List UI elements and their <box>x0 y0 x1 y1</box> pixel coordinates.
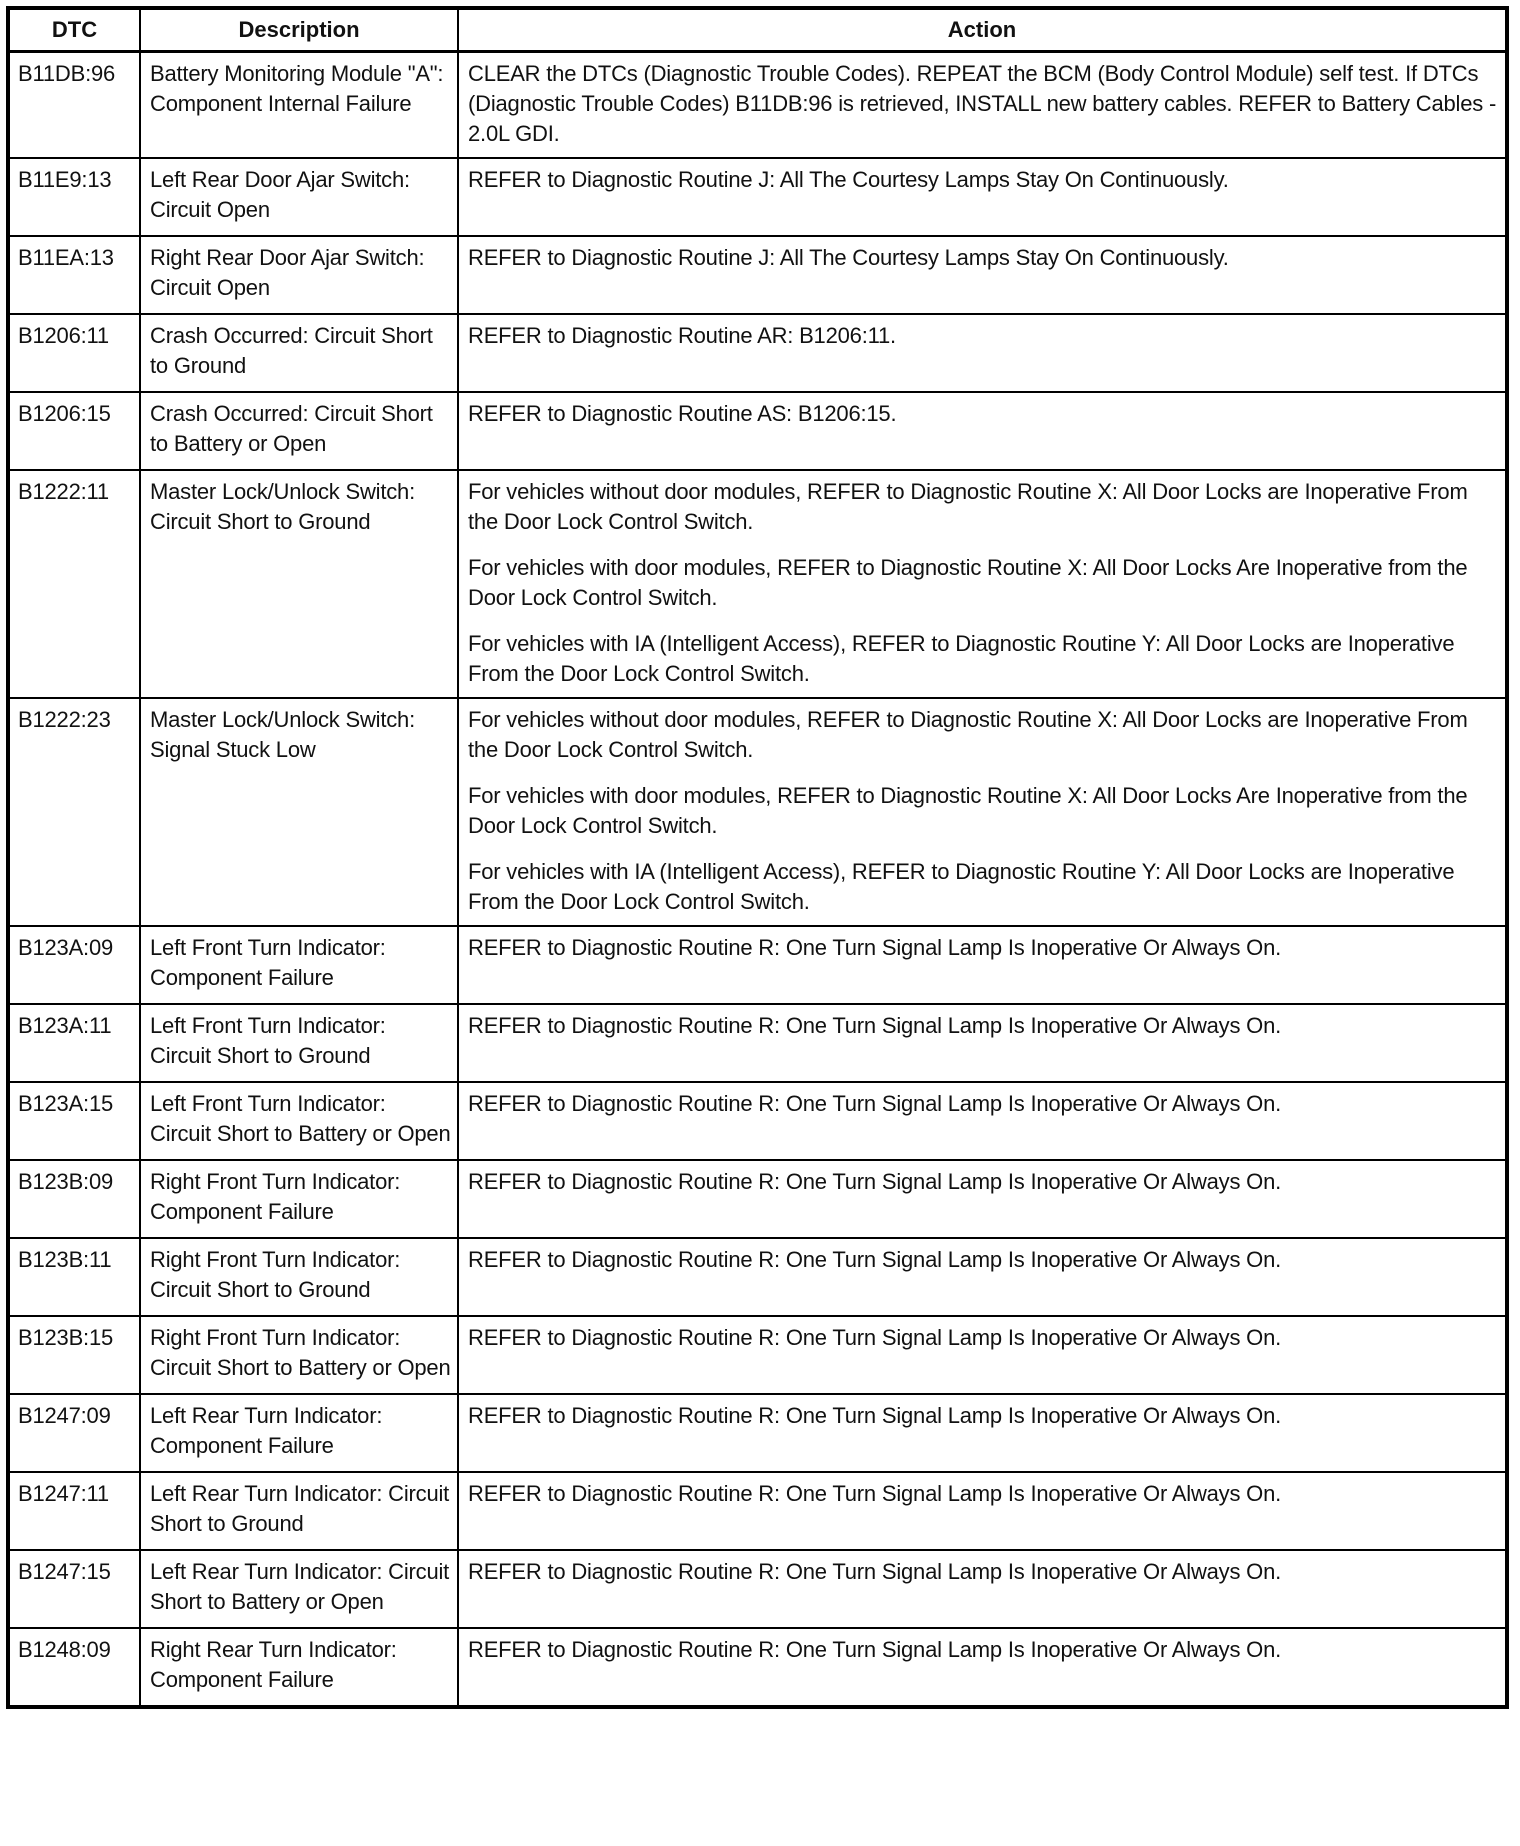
action-paragraph: REFER to Diagnostic Routine R: One Turn Signal Lamp Is Inoperative Or Always On. <box>468 1013 1282 1038</box>
dtc-action <box>458 1238 1507 1316</box>
table-row <box>8 392 1507 470</box>
table-row <box>8 926 1507 1004</box>
dtc-action <box>458 1082 1507 1160</box>
table-row <box>8 1160 1507 1238</box>
table-row <box>8 698 1507 926</box>
action-paragraph: CLEAR the DTCs (Diagnostic Trouble Codes). REPEAT the BCM (Body Control Module) self test. If DTCs (Diagnostic Trouble Codes) B11DB:96 is retrieved, INSTALL new battery cables. REFER to Battery Cables - 2.0L GDI. <box>468 61 1497 146</box>
action-paragraph: For vehicles with IA (Intelligent Access), REFER to Diagnostic Routine Y: All Door Locks are Inoperative From the Door Lock Control Switch. <box>468 859 1455 914</box>
dtc-description: Master Lock/Unlock Switch: Signal Stuck Low <box>140 698 458 926</box>
action-paragraph: REFER to Diagnostic Routine R: One Turn Signal Lamp Is Inoperative Or Always On. <box>468 1247 1282 1272</box>
dtc-code: B1247:15 <box>8 1550 140 1628</box>
action-paragraph: REFER to Diagnostic Routine R: One Turn Signal Lamp Is Inoperative Or Always On. <box>468 1559 1282 1584</box>
dtc-action <box>458 1550 1507 1628</box>
action-paragraph: REFER to Diagnostic Routine J: All The Courtesy Lamps Stay On Continuously. <box>468 245 1229 270</box>
action-paragraph: For vehicles without door modules, REFER to Diagnostic Routine X: All Door Locks are Inoperative From the Door Lock Control Switch. <box>468 707 1468 762</box>
dtc-action <box>458 926 1507 1004</box>
action-paragraph: REFER to Diagnostic Routine AR: B1206:11. <box>468 323 896 348</box>
dtc-description: Crash Occurred: Circuit Short to Battery or Open <box>140 392 458 470</box>
dtc-action <box>458 314 1507 392</box>
dtc-code: B123A:09 <box>8 926 140 1004</box>
table-row <box>8 1082 1507 1160</box>
dtc-description: Right Rear Door Ajar Switch: Circuit Open <box>140 236 458 314</box>
action-paragraph: REFER to Diagnostic Routine R: One Turn Signal Lamp Is Inoperative Or Always On. <box>468 1403 1282 1428</box>
table-row <box>8 236 1507 314</box>
dtc-code: B1222:23 <box>8 698 140 926</box>
dtc-description: Master Lock/Unlock Switch: Circuit Short to Ground <box>140 470 458 698</box>
dtc-action <box>458 470 1507 698</box>
dtc-description: Left Rear Turn Indicator: Circuit Short to Battery or Open <box>140 1550 458 1628</box>
dtc-action <box>458 698 1507 926</box>
dtc-description: Left Front Turn Indicator: Circuit Short to Battery or Open <box>140 1082 458 1160</box>
dtc-description: Battery Monitoring Module "A": Component Internal Failure <box>140 52 458 159</box>
dtc-code: B123B:11 <box>8 1238 140 1316</box>
action-paragraph: REFER to Diagnostic Routine R: One Turn Signal Lamp Is Inoperative Or Always On. <box>468 1637 1282 1662</box>
dtc-code: B123B:09 <box>8 1160 140 1238</box>
dtc-code: B11E9:13 <box>8 158 140 236</box>
action-paragraph: REFER to Diagnostic Routine R: One Turn Signal Lamp Is Inoperative Or Always On. <box>468 1091 1282 1116</box>
dtc-code: B1247:09 <box>8 1394 140 1472</box>
header-description: Description <box>140 8 458 52</box>
dtc-description: Left Rear Door Ajar Switch: Circuit Open <box>140 158 458 236</box>
dtc-description: Left Front Turn Indicator: Component Failure <box>140 926 458 1004</box>
dtc-code: B1222:11 <box>8 470 140 698</box>
table-row <box>8 1550 1507 1628</box>
dtc-action <box>458 1394 1507 1472</box>
action-paragraph: REFER to Diagnostic Routine AS: B1206:15. <box>468 401 897 426</box>
dtc-action <box>458 392 1507 470</box>
header-action: Action <box>458 8 1507 52</box>
table-row <box>8 1472 1507 1550</box>
dtc-description: Right Front Turn Indicator: Circuit Short to Ground <box>140 1238 458 1316</box>
table-row <box>8 158 1507 236</box>
dtc-description: Right Front Turn Indicator: Circuit Short to Battery or Open <box>140 1316 458 1394</box>
dtc-action <box>458 1160 1507 1238</box>
table-row <box>8 1238 1507 1316</box>
header-dtc: DTC <box>8 8 140 52</box>
action-paragraph: For vehicles with IA (Intelligent Access), REFER to Diagnostic Routine Y: All Door Locks are Inoperative From the Door Lock Control Switch. <box>468 631 1455 686</box>
action-paragraph: REFER to Diagnostic Routine R: One Turn Signal Lamp Is Inoperative Or Always On. <box>468 1481 1282 1506</box>
dtc-code: B1206:15 <box>8 392 140 470</box>
table-row <box>8 52 1507 159</box>
table-body <box>8 52 1507 1708</box>
action-paragraph: REFER to Diagnostic Routine R: One Turn Signal Lamp Is Inoperative Or Always On. <box>468 935 1282 960</box>
table-row <box>8 1316 1507 1394</box>
dtc-code: B1206:11 <box>8 314 140 392</box>
dtc-table <box>6 6 1509 1709</box>
table-row <box>8 314 1507 392</box>
dtc-action <box>458 52 1507 159</box>
dtc-code: B1248:09 <box>8 1628 140 1707</box>
dtc-description: Right Front Turn Indicator: Component Failure <box>140 1160 458 1238</box>
dtc-description: Left Rear Turn Indicator: Component Failure <box>140 1394 458 1472</box>
dtc-code: B11EA:13 <box>8 236 140 314</box>
dtc-action <box>458 1004 1507 1082</box>
dtc-code: B123B:15 <box>8 1316 140 1394</box>
dtc-action <box>458 236 1507 314</box>
header-row <box>8 8 1507 52</box>
action-paragraph: For vehicles with door modules, REFER to Diagnostic Routine X: All Door Locks Are Inoperative from the Door Lock Control Switch. <box>468 783 1468 838</box>
table-row <box>8 1394 1507 1472</box>
dtc-code: B11DB:96 <box>8 52 140 159</box>
dtc-code: B123A:15 <box>8 1082 140 1160</box>
action-paragraph: REFER to Diagnostic Routine R: One Turn Signal Lamp Is Inoperative Or Always On. <box>468 1169 1282 1194</box>
dtc-action <box>458 1316 1507 1394</box>
table-row <box>8 1004 1507 1082</box>
table-row <box>8 1628 1507 1707</box>
dtc-code: B1247:11 <box>8 1472 140 1550</box>
dtc-action <box>458 1628 1507 1707</box>
dtc-action <box>458 158 1507 236</box>
dtc-description: Left Front Turn Indicator: Circuit Short to Ground <box>140 1004 458 1082</box>
dtc-code: B123A:11 <box>8 1004 140 1082</box>
action-paragraph: For vehicles without door modules, REFER to Diagnostic Routine X: All Door Locks are Inoperative From the Door Lock Control Switch. <box>468 479 1468 534</box>
action-paragraph: REFER to Diagnostic Routine R: One Turn Signal Lamp Is Inoperative Or Always On. <box>468 1325 1282 1350</box>
dtc-description: Right Rear Turn Indicator: Component Failure <box>140 1628 458 1707</box>
dtc-description: Crash Occurred: Circuit Short to Ground <box>140 314 458 392</box>
table-header <box>8 8 1507 52</box>
table-row <box>8 470 1507 698</box>
action-paragraph: REFER to Diagnostic Routine J: All The Courtesy Lamps Stay On Continuously. <box>468 167 1229 192</box>
dtc-description: Left Rear Turn Indicator: Circuit Short to Ground <box>140 1472 458 1550</box>
action-paragraph: For vehicles with door modules, REFER to Diagnostic Routine X: All Door Locks Are Inoperative from the Door Lock Control Switch. <box>468 555 1468 610</box>
dtc-action <box>458 1472 1507 1550</box>
